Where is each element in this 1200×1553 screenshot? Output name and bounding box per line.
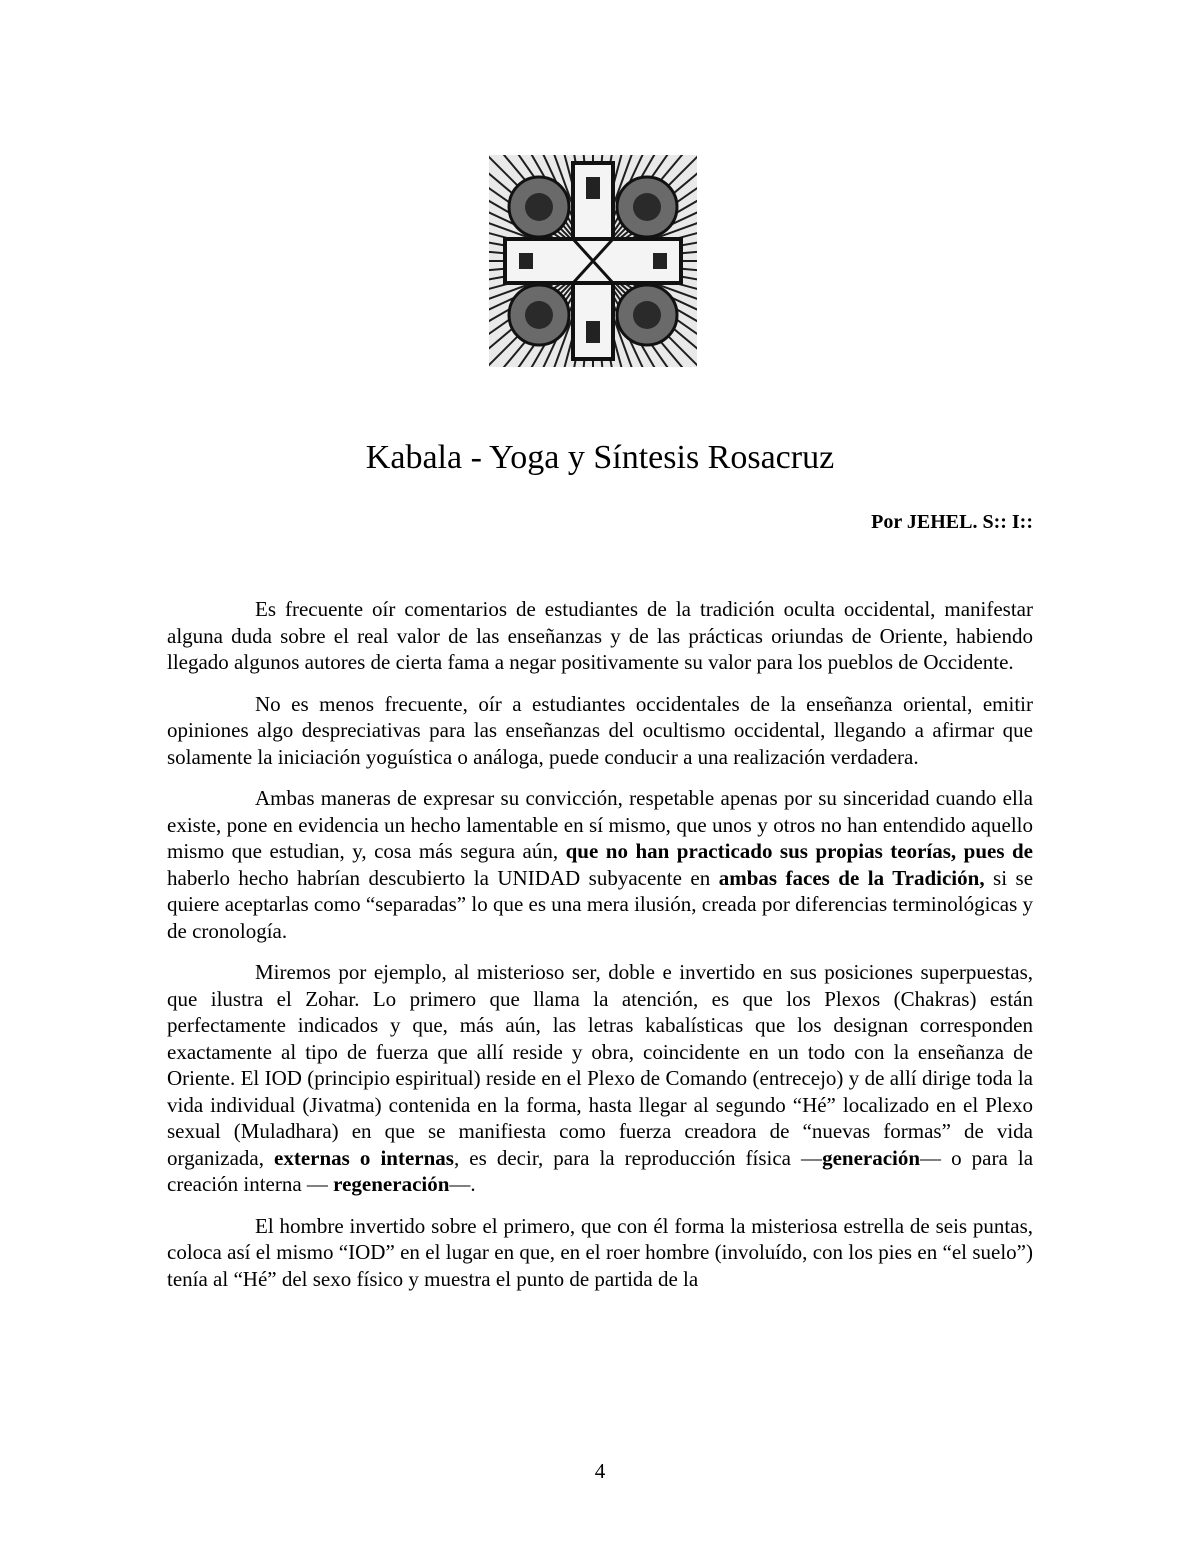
text-run: El hombre invertido sobre el primero, que con él forma la misteriosa estrella de seis puntas, coloca así el mismo “IOD” en el lugar en que, en el roer hombre (involuído, con los pies en “el suelo”) tenía al “Hé” del sexo físico y muestra el punto de partida de la (167, 1213, 1033, 1291)
bold-text-run: generación (822, 1145, 921, 1170)
text-run: , es decir, para la reproducción física — (453, 1145, 823, 1170)
text-run: Ambas maneras de expresar su convicción, respetable apenas por su sinceridad cuando ella existe, pone en evidencia un hecho lamentable en sí mismo, que unos y otros no han entendido aquello mismo que estudian, y, cosa más segura aún, (167, 786, 1033, 863)
bold-text-run: ambas faces de la Tradición, (718, 865, 985, 890)
body-paragraph (167, 1213, 1033, 1293)
text-run: si se quiere aceptarlas como “separadas” lo que es una mera ilusión, creada por diferencias terminológicas y de cronología. (167, 865, 1034, 943)
author-byline: Por JEHEL. S:: I:: (871, 511, 1033, 533)
body-paragraph (167, 959, 1033, 1198)
body-paragraph (167, 596, 1033, 676)
body-paragraph (167, 691, 1033, 771)
bold-text-run: regeneración (333, 1172, 450, 1196)
text-run: Miremos por ejemplo, al misterioso ser, doble e invertido en sus posiciones superpuestas, que ilustra el Zohar. Lo primero que llama la atención, es que los Plexos (Chakras) están perfectamente indicados y que, más aún, las letras kabalísticas que los designan corresponden exactamente al tipo de fuerza que allí reside y obra, coincidente en un todo con la enseñanza de Oriente. El IOD (principio espiritual) reside en el Plexo de Comando (entrecejo) y de allí dirige toda la vida individual (Jivatma) contenida en la forma, hasta llegar al segundo “Hé” localizado en el Plexo sexual (Muladhara) en que se manifiesta como fuerza creadora de “nuevas formas” de vida organizada, (167, 960, 1033, 1170)
rosicrucian-cross-emblem-icon (489, 155, 697, 367)
body-text (167, 596, 1033, 1307)
page-number: 4 (594, 1459, 606, 1483)
text-run: Es frecuente oír comentarios de estudiantes de la tradición oculta occidental, manifestar alguna duda sobre el real valor de las enseñanzas y de las prácticas oriundas de Oriente, habiendo llegado algunos autores de cierta fama a negar positivamente su valor para los pueblos de Occidente. (167, 597, 1033, 674)
bold-text-run: externas o internas (274, 1145, 454, 1170)
text-run: No es menos frecuente, oír a estudiantes occidentales de la enseñanza oriental, emitir opiniones algo despreciativas para las enseñanzas del ocultismo occidental, llegando a afirmar que solamente la iniciación yoguística o análoga, puede conducir a una realización verdadera. (167, 691, 1033, 769)
document-title: Kabala - Yoga y Síntesis Rosacruz (365, 439, 835, 476)
body-paragraph (167, 785, 1033, 944)
text-run: — o para la creación interna — (167, 1145, 1034, 1196)
text-run: —. (449, 1172, 476, 1196)
bold-text-run: que no han practicado sus propias teorías, pues de (565, 839, 1033, 863)
text-run: haberlo hecho habrían descubierto la UNIDAD subyacente en (167, 865, 719, 890)
